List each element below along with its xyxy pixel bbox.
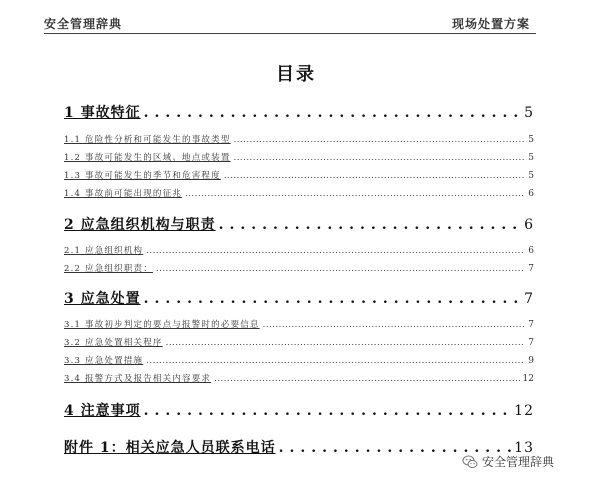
wechat-icon [462,454,478,470]
toc-leader [166,338,526,348]
toc-label: 附件 1：相关应急人员联系电话 [64,440,276,456]
toc-page: 7 [528,320,534,330]
toc-page: 6 [528,246,534,256]
header-right-title: 现场处置方案 [451,17,530,31]
toc-page: 13 [514,440,534,456]
toc-page: 12 [522,374,534,384]
toc-label: 1 事故特征 [64,105,141,121]
toc-leader [144,291,521,307]
page-title: 目录 [276,64,316,85]
toc-leader [263,320,526,330]
toc-leader [146,356,525,366]
toc-page: 9 [528,356,534,366]
toc-leader [144,403,512,419]
page-header [44,9,536,34]
toc-page: 5 [528,171,534,181]
toc-entry-3-1[interactable] [64,318,534,330]
toc-entry-3[interactable] [64,288,534,308]
toc-leader [144,105,521,121]
toc-page: 12 [514,403,534,419]
toc-page: 6 [528,189,534,199]
toc-page: 7 [524,291,534,307]
toc-entry-4[interactable] [64,400,534,420]
toc-page: 7 [528,264,534,274]
toc-entry-1-4[interactable] [64,187,534,199]
toc-entry-2-1[interactable] [64,244,534,256]
header-left-title: 安全管理辞典 [44,17,123,31]
toc-page: 6 [524,217,534,233]
toc-page: 5 [524,105,534,121]
toc-label: 3.4 报警方式及报告相关内容要求 [64,374,212,384]
toc-label: 1.2 事故可能发生的区域、地点或装置 [64,153,231,163]
toc-label: 4 注意事项 [64,403,141,419]
toc-entry-1-1[interactable] [64,133,534,145]
toc-leader [146,246,525,256]
toc-page: 5 [528,135,534,145]
toc-leader [214,374,519,384]
toc-leader [185,189,525,199]
toc-label: 2 应急组织机构与职责 [64,217,216,233]
toc-entry-2[interactable] [64,214,534,234]
toc-label: 3 应急处置 [64,291,141,307]
toc-label: 3.1 事故初步判定的要点与报警时的必要信息 [64,320,260,330]
toc-page: 7 [528,338,534,348]
toc-page: 5 [528,153,534,163]
toc-entry-3-4[interactable] [64,372,534,384]
toc-label: 2.1 应急组织机构 [64,246,144,256]
watermark [462,453,554,470]
toc-entry-3-2[interactable] [64,336,534,348]
toc-leader [224,171,525,181]
toc-entry-3-3[interactable] [64,354,534,366]
toc-leader [219,217,521,233]
toc-label: 2.2 应急组织职责： [64,264,153,274]
toc-label: 3.3 应急处置措施 [64,356,144,366]
toc-entry-1[interactable] [64,102,534,122]
watermark-text: 安全管理辞典 [482,455,555,469]
toc-label: 3.2 应急处置相关程序 [64,338,163,348]
toc-leader [234,153,526,163]
toc-label: 1.3 事故可能发生的季节和危害程度 [64,171,221,181]
toc-entry-1-2[interactable] [64,151,534,163]
toc-leader [156,264,525,274]
toc-entry-2-2[interactable] [64,262,534,274]
toc-label: 1.1 危险性分析和可能发生的事故类型 [64,135,231,145]
toc-label: 1.4 事故前可能出现的征兆 [64,189,183,199]
toc-leader [234,135,526,145]
toc-entry-1-3[interactable] [64,169,534,181]
